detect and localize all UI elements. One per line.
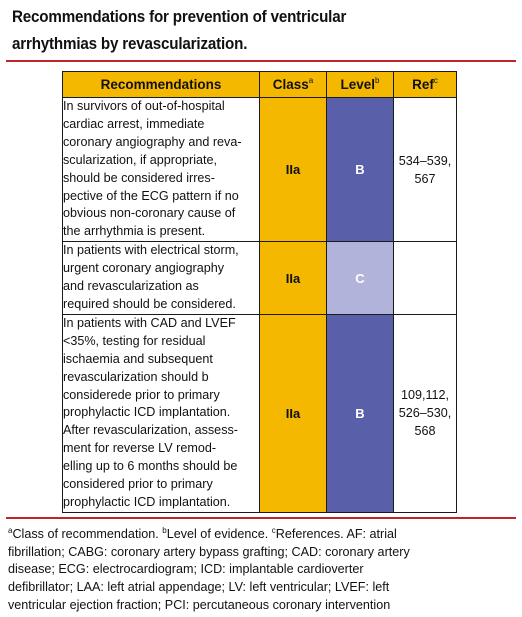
table-row [63,314,457,512]
class-cell: IIa [260,314,327,512]
level-cell: B [327,98,394,242]
recommendation-text: In patients with electrical storm, urgent coronary angiography and revascularization as required should be considered. [63,242,260,315]
header-level: Level$^b$ [327,72,394,98]
footnote-line-3: disease; ECG: electrocardiogram; ICD: implantable cardioverter [8,562,364,577]
class-cell: IIa [260,242,327,315]
title-line-2: arrhythmias by revascularization. [12,35,248,53]
level-cell: C [327,242,394,315]
table-header-row [63,72,457,98]
footnote-rule [6,517,516,519]
footnote-line-1: $^a$Class of recommendation. $^b$Level of evidence. $^c$References. AF: atrial [8,526,397,542]
footnote-line-4: defibrillator; LAA: left atrial appendage; LV: left ventricular; LVEF: left [8,579,390,594]
footnote-line-5: ventricular ejection fraction; PCI: percutaneous coronary intervention [8,597,391,612]
ref-cell: 534–539, 567 [394,98,457,242]
document-title [12,4,472,58]
header-class: Class$^a$ [260,72,327,98]
footnote [8,522,514,614]
header-level-sup: b [375,76,380,85]
recommendation-text: In survivors of out-of-hospital cardiac arrest, immediate coronary angiography and reva- scularization, if appropriate, should be considered irres- pective of the ECG pattern if no obvious non-coronary cause of the arrhythmia is present. [63,98,260,242]
header-class-sup: a [308,76,314,85]
ref-cell [394,242,457,315]
title-rule [6,60,516,62]
recommendation-text: In patients with CAD and LVEF <35%, testing for residual ischaemia and subsequent revascularization should b considerede prior to primary prophylactic ICD implantation. After revascularization, assess- ment for reverse LV remod- elling up to 6 months should be considered prior to primary prophylactic ICD implantation. [63,314,260,512]
ref-cell: 109,112, 526–530, 568 [394,314,457,512]
header-recommendations: Recommendations [63,72,260,98]
level-cell: B [327,314,394,512]
title-line-1: Recommendations for prevention of ventricular [12,8,347,26]
table-row [63,98,457,242]
table-row [63,242,457,315]
recommendations-table [62,71,457,513]
footnote-line-2: fibrillation; CABG: coronary artery bypass grafting; CAD: coronary artery [8,544,410,559]
header-ref: Ref$^c$ [394,72,457,98]
header-ref-sup: c [433,76,438,85]
class-cell: IIa [260,98,327,242]
